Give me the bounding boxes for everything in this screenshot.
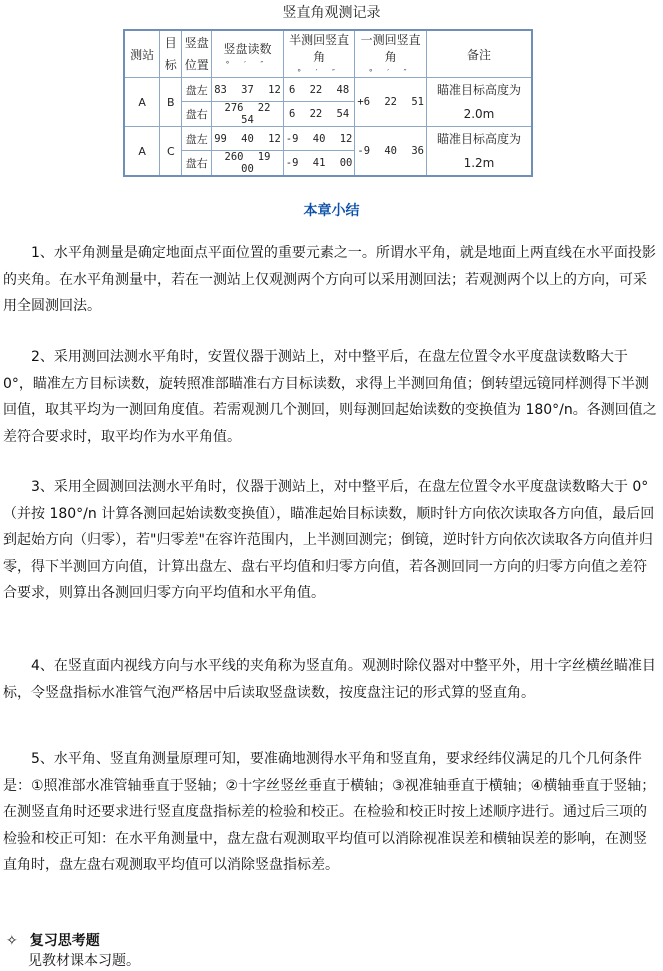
remark-cell [426,127,532,177]
half-angle-cell: -9 41 00 [283,151,355,177]
remark-cell [426,78,532,127]
table-title: 竖直角观测记录 [282,5,381,21]
table-header-row [124,30,532,78]
header-reading-label: 竖盘读数 [223,41,272,56]
header-station: 测站 [124,30,160,78]
target-cell: C [160,127,182,177]
header-target: 目标 [160,30,182,78]
header-full [355,30,427,78]
remark-line1: 瞄准目标高度为 [436,132,521,146]
summary-paragraph-4: 4、在竖直面内视线方向与水平线的夹角称为竖直角。观测时除仪器对中整平外，用十字丝横丝瞄准目标，令竖盘指标水准管气泡严格居中后读取竖盘读数，按度盘注记的形式算的竖直角。 [3,658,656,701]
full-angle-cell: -9 40 36 [355,127,427,177]
review-heading [6,930,100,950]
face-cell: 盘右 [182,151,212,177]
header-reading [212,30,284,78]
target-cell: B [160,78,182,127]
review-body: 见教材课本习题。 [28,953,140,969]
header-half [283,30,355,78]
face-cell: 盘左 [182,127,212,151]
reading-cell: 276 22 54 [212,102,284,127]
summary-paragraph-2: 2、采用测回法测水平角时，安置仪器于测站上，对中整平后，在盘左位置令水平度盘读数略大于 0°，瞄准左方目标读数，旋转照准部瞄准右方目标读数，求得上半测回角值；倒转望远镜同样测得下半测回值，取其平均为一测回角度值。若需观测几个测回，则每测回起始读数的变换值为 180°/n。各测回值之差符合要求时，取平均作为水平角值。 [3,349,657,445]
remark-line1: 瞄准目标高度为 [436,83,521,97]
station-cell: A [124,127,160,177]
header-half-unit: ° ′ ″ [297,68,342,77]
summary-paragraph-5: 5、水平角、竖直角测量原理可知，要准确地测得水平角和竖直角，要求经纬仪满足的几个几何条件是：①照准部水准管轴垂直于竖轴；②十字丝竖丝垂直于横轴；③视准轴垂直于横轴；④横轴垂直于竖轴；在测竖直角时还要求进行竖直度盘指标差的检验和校正。在检验和校正时按上述顺序进行。通过后三项的检验和校正可知：在水平角测量中，盘左盘右观测取平均值可以消除视准误差和横轴误差的影响，在测竖直角时，盘左盘右观测取平均值可以消除竖盘指标差。 [3,751,656,873]
face-cell: 盘左 [182,78,212,102]
table-row [124,127,532,151]
section-title: 本章小结 [303,203,360,219]
review-title: 复习思考题 [29,933,100,949]
reading-cell: 83 37 12 [212,78,284,102]
table-row [124,78,532,102]
full-angle-cell: +6 22 51 [355,78,427,127]
remark-line2: 2.0m [463,107,495,121]
half-angle-cell: -9 40 12 [283,127,355,151]
header-remark: 备注 [426,30,532,78]
reading-cell: 99 40 12 [212,127,284,151]
header-half-label: 半测回竖直角 [289,33,350,64]
half-angle-cell: 6 22 48 [283,78,355,102]
header-full-label: 一测回竖直角 [360,33,421,64]
half-angle-cell: 6 22 54 [283,102,355,127]
summary-paragraph-3: 3、采用全圆测回法测水平角时，仪器于测站上，对中整平后，在盘左位置令水平度盘读数略大于 0°（并按 180°/n 计算各测回起始读数变换值），瞄准起始目标读数，顺时针方向依次读取各方向值，最后回到起始方向（归零），若"归零差"在容许范围内，上半测回测完；倒镜，逆时针方向依次读取各方向值并归零，得下半测回方向值，计算出盘左、盘右平均值和归零方向值，若各测回同一方向的归零方向值之差符合要求，则算出各测回归零方向平均值和水平角值。 [3,479,655,601]
station-cell: A [124,78,160,127]
header-face: 竖盘位置 [182,30,212,78]
summary-paragraph-1: 1、水平角测量是确定地面点平面位置的重要元素之一。所谓水平角，就是地面上两直线在水平面投影的夹角。在水平角测量中，若在一测站上仅观测两个方向可以采用测回法；若观测两个以上的方向，可采用全圆测回法。 [3,245,656,314]
reading-cell: 260 19 00 [212,151,284,177]
face-cell: 盘右 [182,102,212,127]
header-reading-unit: ° ′ ″ [225,59,270,69]
remark-line2: 1.2m [463,156,495,170]
header-full-unit: ° ′ ″ [368,68,413,77]
diamond-icon: ✧ [6,933,18,949]
vertical-angle-table [123,29,533,177]
